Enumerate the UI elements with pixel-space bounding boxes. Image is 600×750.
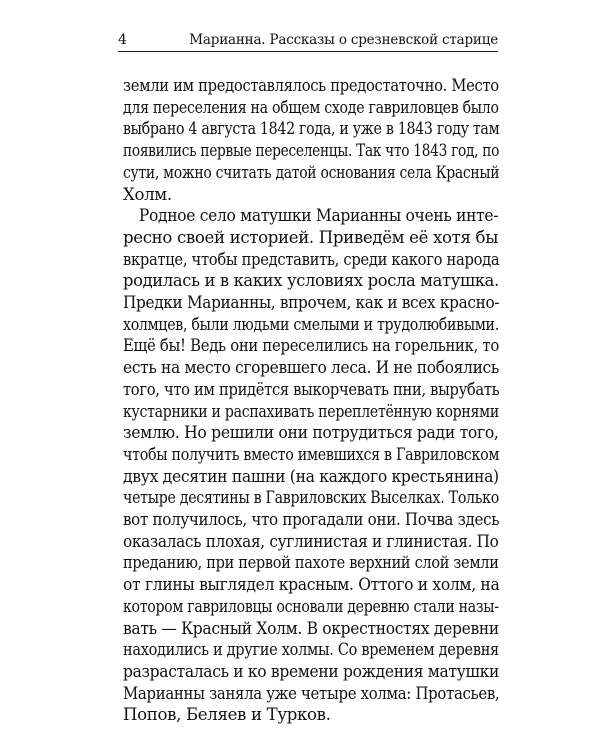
text-line: оказалась плохая, суглинистая и глинистая. По [123,531,499,551]
page-header [118,30,498,54]
text-line: чтобы получить вместо имевшихся в Гавриловском [123,444,500,464]
text-line: преданию, при первой пахоте верхний слой земли [123,553,499,573]
text-line: для переселения на общем сходе гавриловцев было [123,97,499,117]
text-line: от глины выглядел красным. Оттого и холм, на [123,575,500,595]
text-line: родилась и в каких условиях росла матушка. [123,271,499,291]
paragraph-1 [123,75,499,205]
header-rule [118,51,498,52]
text-line: Марианны заняла уже четыре холма: Протасьев, [123,683,500,703]
text-line: земли им предоставлялось предостаточно. Место [123,76,499,95]
text-line: кустарники и распахивать переплетённую корнями [123,401,499,421]
text-line: Ещё бы! Ведь они переселились на горельник, то [123,336,499,356]
text-line: сути, можно считать датой основания села Красный [123,162,500,182]
text-line: Холм. [123,184,172,204]
page-number: 4 [118,32,127,48]
text-line: четыре десятины в Гавриловских Выселках. Только [123,488,499,508]
text-line: вкратце, чтобы представить, среди какого народа [123,249,500,269]
text-line: находились и другие холмы. Со временем деревня [123,640,499,660]
text-line: двух десятин пашни (на каждого крестьянина) [123,466,499,486]
paragraph-2 [123,205,499,726]
running-title: Марианна. Рассказы о срезневской старице [189,32,498,48]
text-line: вать — Красный Холм. В окрестностях деревни [123,618,499,638]
text-line: есть на место сгоревшего леса. И не побоялись [123,358,499,378]
text-line: выбрано 4 августа 1842 года, и уже в 1843 году там [123,119,500,139]
text-line: появились первые переселенцы. Так что 1843 год, по [123,141,500,161]
text-line: Предки Марианны, впрочем, как и всех красно- [123,293,500,313]
text-line: ресно своей историей. Приведём её хотя бы [123,227,499,247]
text-line: котором гавриловцы основали деревню стали назы- [123,596,499,616]
text-line: землю. Но решили они потрудиться ради того, [123,423,499,443]
text-line: того, что им придётся выкорчевать пни, вырубать [123,379,500,399]
text-line: разрасталась и ко времени рождения матушки [123,661,500,681]
text-line: Попов, Беляев и Турков. [123,705,331,725]
body-text [123,75,499,726]
text-line: вот получилось, что прогадали они. Почва здесь [123,510,500,530]
text-line: холмцев, были людьми смелыми и трудолюбивыми. [123,314,499,334]
text-line: Родное село матушки Марианны очень инте- [138,206,499,226]
